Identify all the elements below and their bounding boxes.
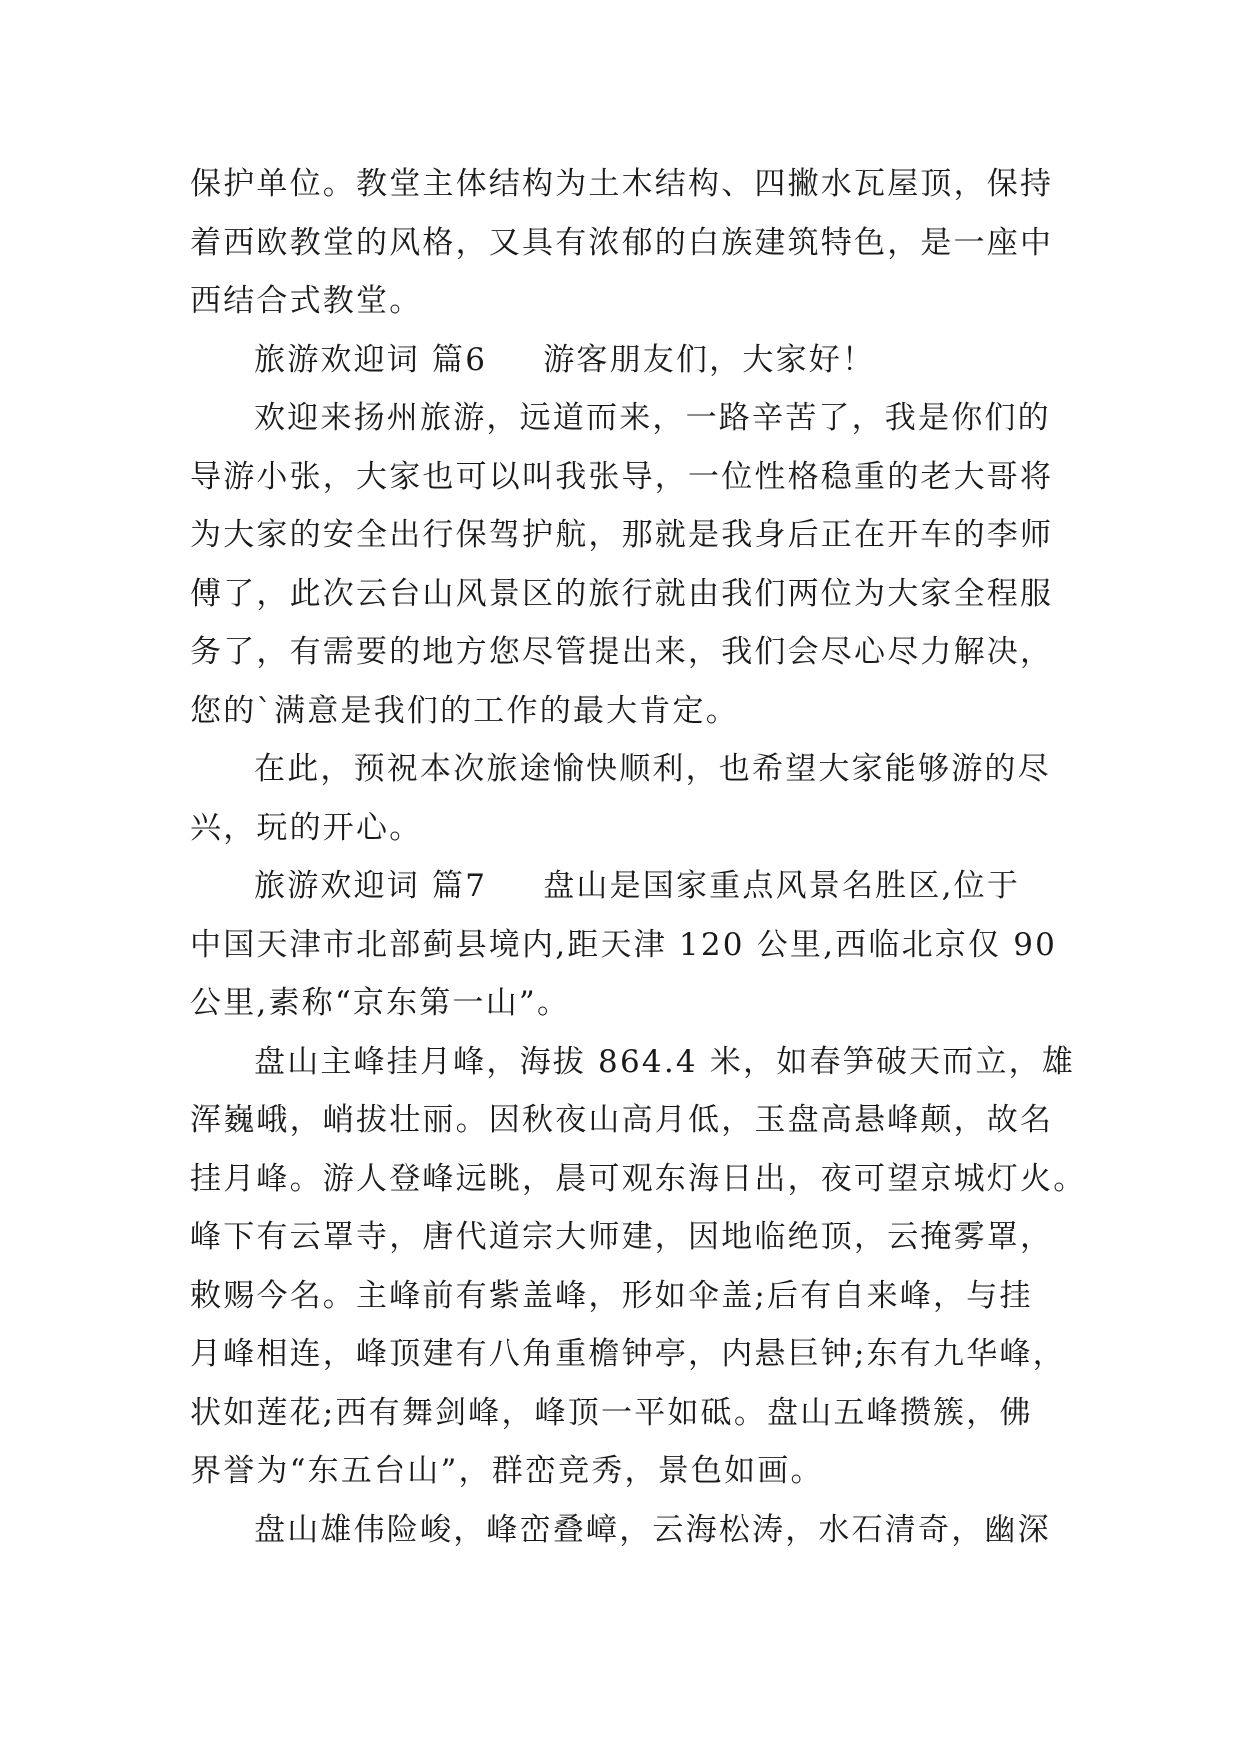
text-line: 着西欧教堂的风格，又具有浓郁的白族建筑特色，是一座中 [190,224,1054,261]
text-line: 状如莲花;西有舞剑峰，峰顶一平如砥。盘山五峰攒簇，佛 [190,1394,1033,1431]
section-intro-text: 盘山是国家重点风景名胜区,位于 [543,868,1021,904]
text-line: 挂月峰。游人登峰远眺，晨可观东海日出，夜可望京城灯火。 [190,1160,1087,1197]
greeting-text: 游客朋友们，大家好！ [543,341,876,378]
text-line: 保护单位。教堂主体结构为土木结构、四撇水瓦屋顶，保持 [190,166,1054,202]
text-line: 峰下有云罩寺，唐代道宗大师建，因地临绝顶，云掩雾罩， [190,1219,1054,1255]
text-line: 月峰相连，峰顶建有八角重檐钟亭，内悬巨钟;东有九华峰， [190,1336,1066,1372]
section-heading-7: 旅游欢迎词 篇7 [254,868,488,904]
text-line: 浑巍峨，峭拔壮丽。因秋夜山高月低，玉盘高悬峰颠，故名 [190,1102,1054,1138]
text-line: 公里,素称“京东第一山”。 [190,985,571,1021]
text-line: 傅了，此次云台山风景区的旅行就由我们两位为大家全程服 [190,575,1054,612]
text-line: 欢迎来扬州旅游，远道而来，一路辛苦了，我是你们的 [254,400,1051,436]
text-line: 您的`满意是我们的工作的最大肯定。 [190,692,739,729]
text-line: 盘山雄伟险峻，峰峦叠嶂，云海松涛，水石清奇，幽深 [254,1511,1051,1548]
body-text [190,155,1087,1559]
text-line: 导游小张，大家也可以叫我张导，一位性格稳重的老大哥将 [190,458,1054,495]
text-line: 盘山主峰挂月峰，海拔 864.4 米，如春笋破天而立，雄 [254,1043,1076,1080]
section-heading-line [190,331,1070,390]
section-heading-line [190,857,1070,916]
text-line: 为大家的安全出行保驾护航，那就是我身后正在开车的李师 [190,517,1054,553]
text-line: 界誉为“东五台山”，群峦竞秀，景色如画。 [190,1453,824,1489]
text-line: 务了，有需要的地方您尽管提出来，我们会尽心尽力解决， [190,634,1054,670]
text-line: 敕赐今名。主峰前有紫盖峰，形如伞盖;后有自来峰，与挂 [190,1277,1033,1314]
text-line: 中国天津市北部蓟县境内,距天津 120 公里,西临北京仅 90 [190,926,1058,963]
text-line: 兴，玩的开心。 [190,809,423,846]
text-line: 西结合式教堂。 [190,283,423,319]
text-line: 在此，预祝本次旅途愉快顺利，也希望大家能够游的尽 [254,751,1051,787]
section-heading-6: 旅游欢迎词 篇6 [254,341,488,378]
